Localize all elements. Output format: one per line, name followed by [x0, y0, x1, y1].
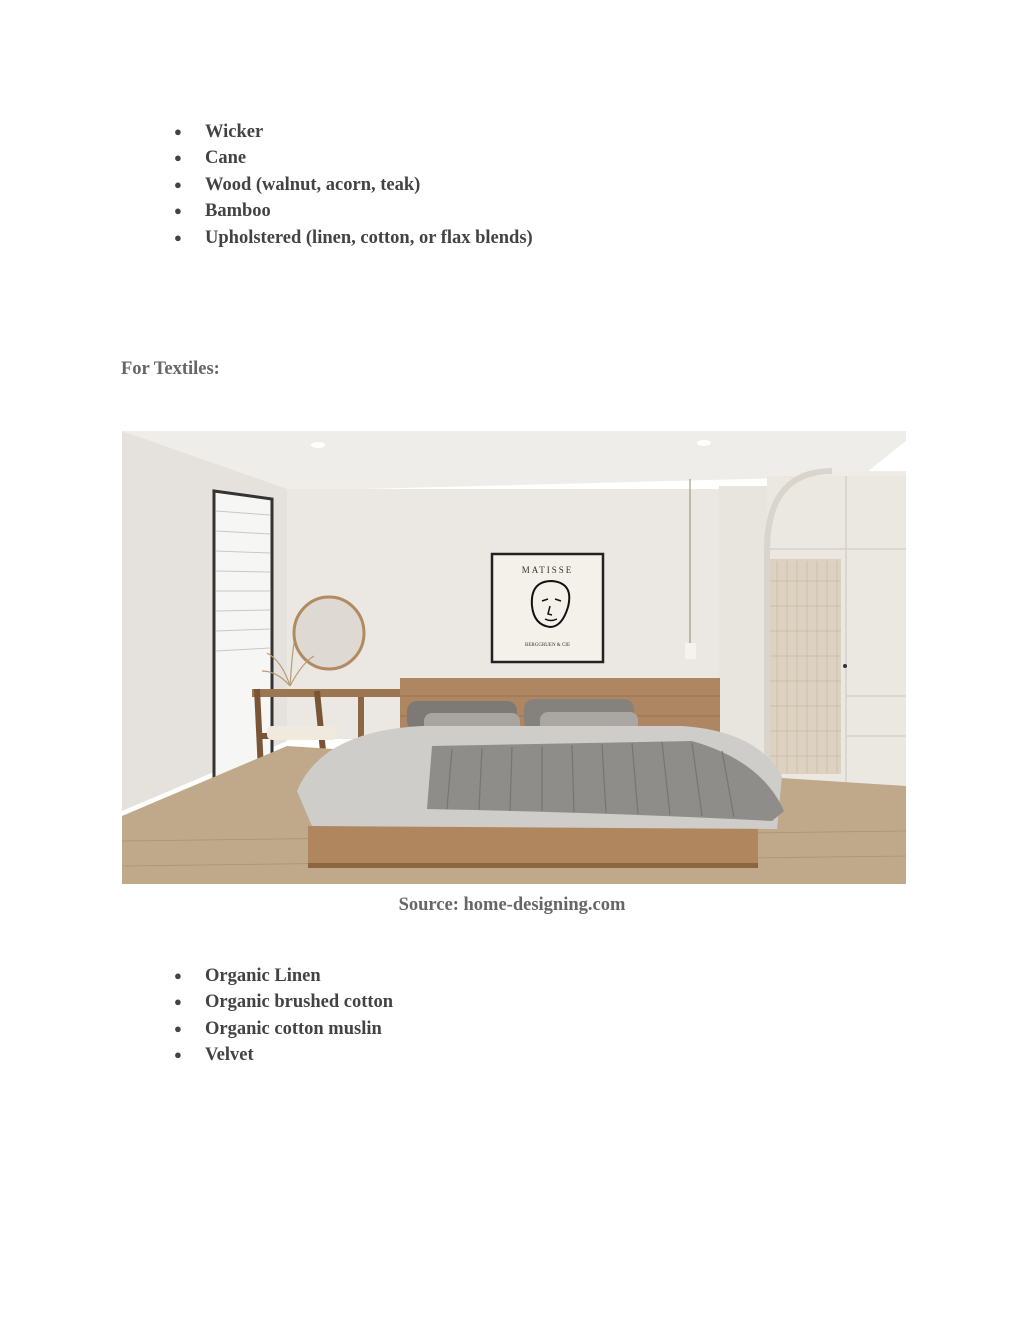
- list-item: ● Organic brushed cotton: [174, 989, 393, 1015]
- list-item: ● Cane: [174, 145, 533, 171]
- poster-title: MATISSE: [521, 565, 574, 575]
- list-item: ● Organic Linen: [174, 963, 393, 989]
- list-item: ● Bamboo: [174, 198, 533, 224]
- textiles-list: [174, 963, 393, 1069]
- bullet-icon: ●: [174, 994, 182, 1010]
- bullet-icon: ●: [174, 124, 182, 139]
- image-caption: Source: home-designing.com: [398, 895, 626, 915]
- poster-subtitle: BERGGRUEN & CIE: [525, 643, 570, 648]
- bullet-icon: ●: [174, 1020, 182, 1036]
- bedroom-illustration: [122, 431, 906, 884]
- list-item: ● Upholstered (linen, cotton, or flax blends): [174, 225, 533, 251]
- bullet-icon: ●: [174, 203, 182, 219]
- bedroom-photo: [122, 431, 906, 884]
- bullet-icon: ●: [174, 176, 182, 192]
- list-item: ● Wood (walnut, acorn, teak): [174, 172, 533, 198]
- materials-list: [174, 119, 533, 251]
- bullet-icon: ●: [174, 968, 182, 983]
- bullet-icon: ●: [174, 150, 182, 166]
- list-item: ● Velvet: [174, 1042, 393, 1068]
- bullet-icon: ●: [174, 1047, 182, 1063]
- section-heading: For Textiles:: [121, 359, 220, 379]
- list-item: ● Organic cotton muslin: [174, 1016, 393, 1042]
- list-item: ● Wicker: [174, 119, 533, 145]
- bullet-icon: ●: [174, 229, 182, 245]
